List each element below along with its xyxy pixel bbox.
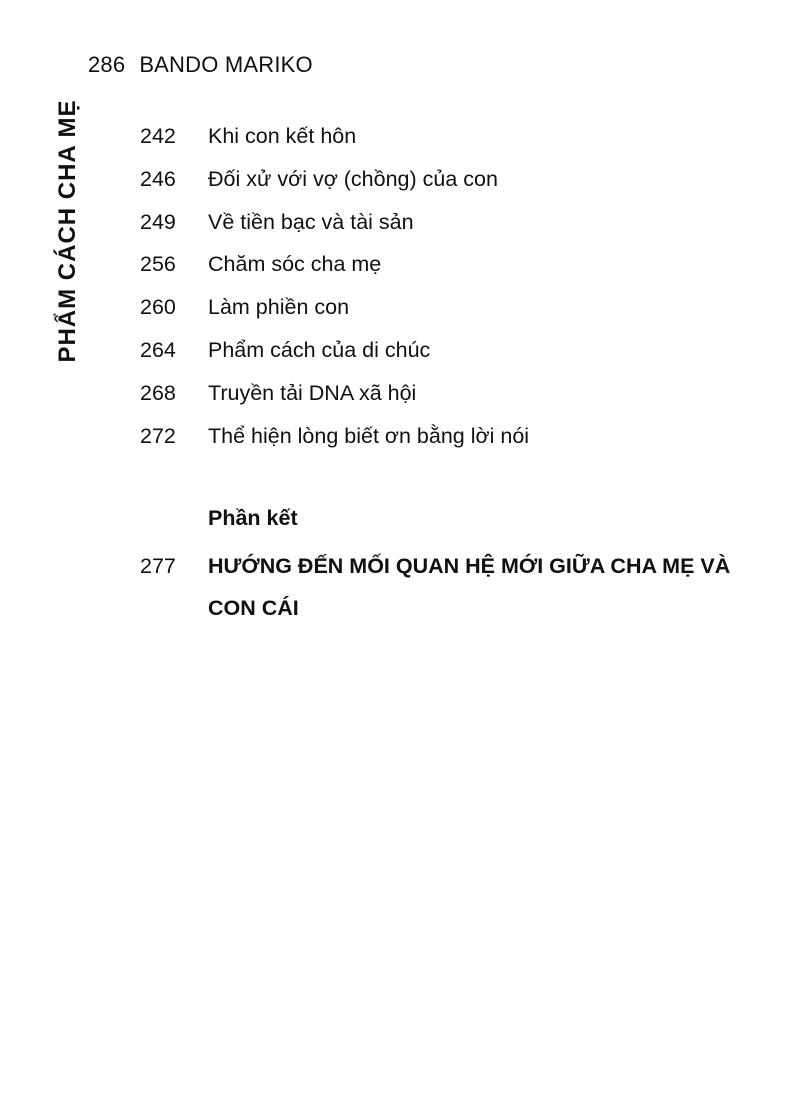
author-name: BANDO MARIKO bbox=[139, 52, 313, 77]
toc-entry-title: Đối xử với vợ (chồng) của con bbox=[208, 166, 498, 191]
toc-entry-title: Chăm sóc cha mẹ bbox=[208, 252, 382, 277]
page-number: 286 bbox=[88, 52, 126, 77]
toc-entry-title: Khi con kết hôn bbox=[208, 124, 357, 148]
part-title: HƯỚNG ĐẾN MỐI QUAN HỆ MỚI GIỮA CHA MẸ VÀ CON CÁI bbox=[208, 554, 731, 620]
toc-page-number: 256 bbox=[140, 252, 176, 277]
toc-entry[interactable] bbox=[0, 375, 800, 418]
toc-entry-title: Về tiền bạc và tài sản bbox=[208, 209, 414, 234]
toc-entry-title: Truyền tải DNA xã hội bbox=[208, 380, 417, 405]
toc-entry[interactable] bbox=[0, 418, 800, 461]
toc-page-number: 268 bbox=[140, 380, 176, 405]
toc-entry-title: Phẩm cách của di chúc bbox=[208, 337, 431, 362]
toc-page-number: 246 bbox=[140, 166, 176, 191]
toc-entry[interactable] bbox=[0, 289, 800, 332]
toc-entry-title: Thể hiện lòng biết ơn bằng lời nói bbox=[208, 423, 530, 448]
part-page-number: 277 bbox=[140, 554, 176, 578]
toc-entry[interactable] bbox=[0, 204, 800, 247]
toc-page-number: 260 bbox=[140, 295, 176, 320]
toc-entry-title: Làm phiền con bbox=[208, 295, 350, 320]
toc-entry[interactable] bbox=[0, 246, 800, 289]
toc-entry[interactable] bbox=[0, 332, 800, 375]
toc-entry[interactable] bbox=[0, 161, 800, 204]
part-label: Phần kết bbox=[208, 506, 298, 530]
table-of-contents bbox=[0, 118, 800, 460]
toc-page-number: 264 bbox=[140, 337, 176, 362]
toc-page-number: 272 bbox=[140, 423, 176, 448]
toc-page-number: 242 bbox=[140, 124, 176, 148]
toc-entry[interactable] bbox=[0, 118, 800, 161]
running-head bbox=[88, 52, 313, 78]
toc-page-number: 249 bbox=[140, 209, 176, 234]
spine-title-text: PHẨM CÁCH CHA MẸ bbox=[54, 99, 81, 363]
